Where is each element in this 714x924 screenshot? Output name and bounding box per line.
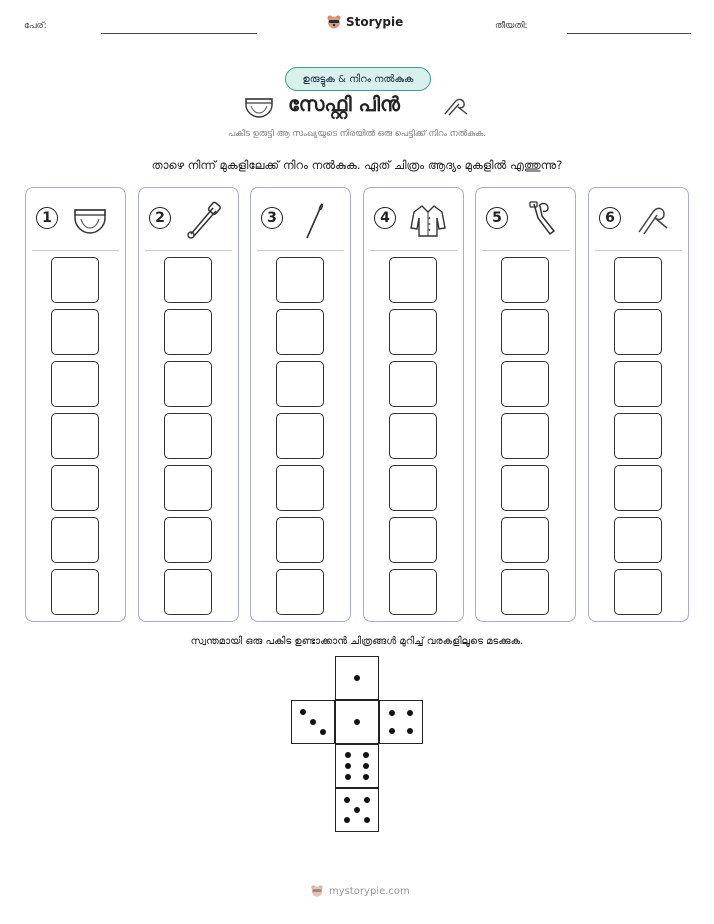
needle-icon — [295, 200, 335, 240]
color-box[interactable] — [389, 465, 437, 511]
die-pip — [407, 710, 413, 716]
page-title: സേഫ്റ്റി പിൻ — [288, 92, 400, 116]
name-line[interactable] — [101, 33, 257, 34]
color-box[interactable] — [614, 413, 662, 459]
column-number: 5 — [486, 207, 508, 229]
die-pip — [345, 752, 351, 758]
die-pip — [363, 763, 369, 769]
color-box[interactable] — [164, 361, 212, 407]
open-pin-icon — [441, 96, 471, 118]
color-box[interactable] — [501, 569, 549, 615]
die-pip — [364, 797, 370, 803]
open-pin-icon — [633, 200, 673, 240]
column-number: 2 — [149, 207, 171, 229]
color-box[interactable] — [614, 309, 662, 355]
die-face-4 — [379, 700, 423, 744]
activity-tag: ഉരുട്ടുക & നിറം നൽകുക — [285, 67, 431, 91]
color-box[interactable] — [614, 569, 662, 615]
color-box[interactable] — [389, 257, 437, 303]
color-box[interactable] — [276, 361, 324, 407]
color-box[interactable] — [51, 569, 99, 615]
die-pip — [300, 709, 306, 715]
color-box[interactable] — [389, 569, 437, 615]
color-box[interactable] — [614, 257, 662, 303]
die-pip — [345, 763, 351, 769]
color-box[interactable] — [51, 413, 99, 459]
die-pip — [363, 752, 369, 758]
die-pip — [354, 807, 360, 813]
color-box[interactable] — [276, 517, 324, 563]
color-box[interactable] — [51, 257, 99, 303]
column-2 — [138, 187, 239, 622]
name-label: പേര്: — [24, 21, 47, 31]
die-pip — [344, 797, 350, 803]
color-box[interactable] — [164, 517, 212, 563]
column-4 — [363, 187, 464, 622]
die-face-5 — [335, 788, 379, 832]
color-box[interactable] — [614, 361, 662, 407]
color-box[interactable] — [276, 413, 324, 459]
color-box[interactable] — [51, 361, 99, 407]
color-box[interactable] — [389, 517, 437, 563]
color-box[interactable] — [276, 569, 324, 615]
die-pip — [354, 675, 360, 681]
safety-pin-icon — [183, 200, 223, 240]
color-box[interactable] — [276, 257, 324, 303]
color-box[interactable] — [164, 309, 212, 355]
die-pip — [407, 728, 413, 734]
die-face-1 — [335, 656, 379, 700]
bear-logo-icon — [310, 884, 324, 898]
brand-logo — [326, 14, 403, 30]
date-label: തീയതി: — [495, 21, 528, 31]
subtitle: പകിട ഉരുട്ടി ആ സംഖ്യയുടെ നിരയിൽ ഒരു പെട്ടിക്ക് നിറം നൽകുക. — [228, 129, 486, 139]
column-5 — [475, 187, 576, 622]
die-pip — [389, 710, 395, 716]
color-box[interactable] — [501, 413, 549, 459]
column-header — [251, 188, 350, 250]
color-box[interactable] — [501, 517, 549, 563]
die-face-6 — [335, 744, 379, 788]
color-box[interactable] — [276, 309, 324, 355]
die-pip — [320, 729, 326, 735]
footer — [310, 884, 410, 898]
color-box[interactable] — [501, 361, 549, 407]
column-3 — [250, 187, 351, 622]
die-face-1b — [335, 700, 379, 744]
clamp-icon — [520, 200, 560, 240]
color-box[interactable] — [501, 465, 549, 511]
die-pip — [310, 719, 316, 725]
column-number: 3 — [261, 207, 283, 229]
color-box[interactable] — [164, 569, 212, 615]
color-box[interactable] — [276, 465, 324, 511]
color-box[interactable] — [164, 413, 212, 459]
column-6 — [588, 187, 689, 622]
color-box[interactable] — [614, 465, 662, 511]
column-header — [364, 188, 463, 250]
color-box[interactable] — [501, 257, 549, 303]
die-face-3 — [291, 700, 335, 744]
column-header — [476, 188, 575, 250]
color-box[interactable] — [51, 309, 99, 355]
color-box[interactable] — [51, 517, 99, 563]
die-pip — [344, 817, 350, 823]
color-box[interactable] — [51, 465, 99, 511]
color-box[interactable] — [614, 517, 662, 563]
brand-name: Storypie — [346, 15, 404, 29]
column-header — [26, 188, 125, 250]
color-box[interactable] — [389, 413, 437, 459]
shirt-icon — [408, 200, 448, 240]
fold-instruction: സ്വന്തമായി ഒരു പകിട ഉണ്ടാക്കാൻ ചിത്രങ്ങൾ മുറിച്ച് വരകളിലൂടെ മടക്കുക. — [190, 636, 524, 647]
die-pip — [363, 774, 369, 780]
color-box[interactable] — [389, 361, 437, 407]
color-box[interactable] — [164, 257, 212, 303]
column-number: 1 — [36, 207, 58, 229]
diaper-icon — [70, 200, 110, 240]
die-pip — [389, 728, 395, 734]
bear-logo-icon — [326, 14, 342, 30]
column-number: 6 — [599, 207, 621, 229]
instruction: താഴെ നിന്ന് മുകളിലേക്ക് നിറം നൽകുക. ഏത് ചിത്രം ആദ്യം മുകളിൽ എത്തുന്നു? — [151, 158, 563, 172]
column-header — [139, 188, 238, 250]
footer-url[interactable]: mystorypie.com — [329, 885, 410, 897]
color-box[interactable] — [164, 465, 212, 511]
color-box[interactable] — [501, 309, 549, 355]
column-header — [589, 188, 688, 250]
column-1 — [25, 187, 126, 622]
die-pip — [354, 719, 360, 725]
date-line[interactable] — [567, 33, 691, 34]
die-pip — [345, 774, 351, 780]
color-box[interactable] — [389, 309, 437, 355]
column-number: 4 — [374, 207, 396, 229]
diaper-icon — [243, 94, 275, 120]
die-pip — [364, 817, 370, 823]
